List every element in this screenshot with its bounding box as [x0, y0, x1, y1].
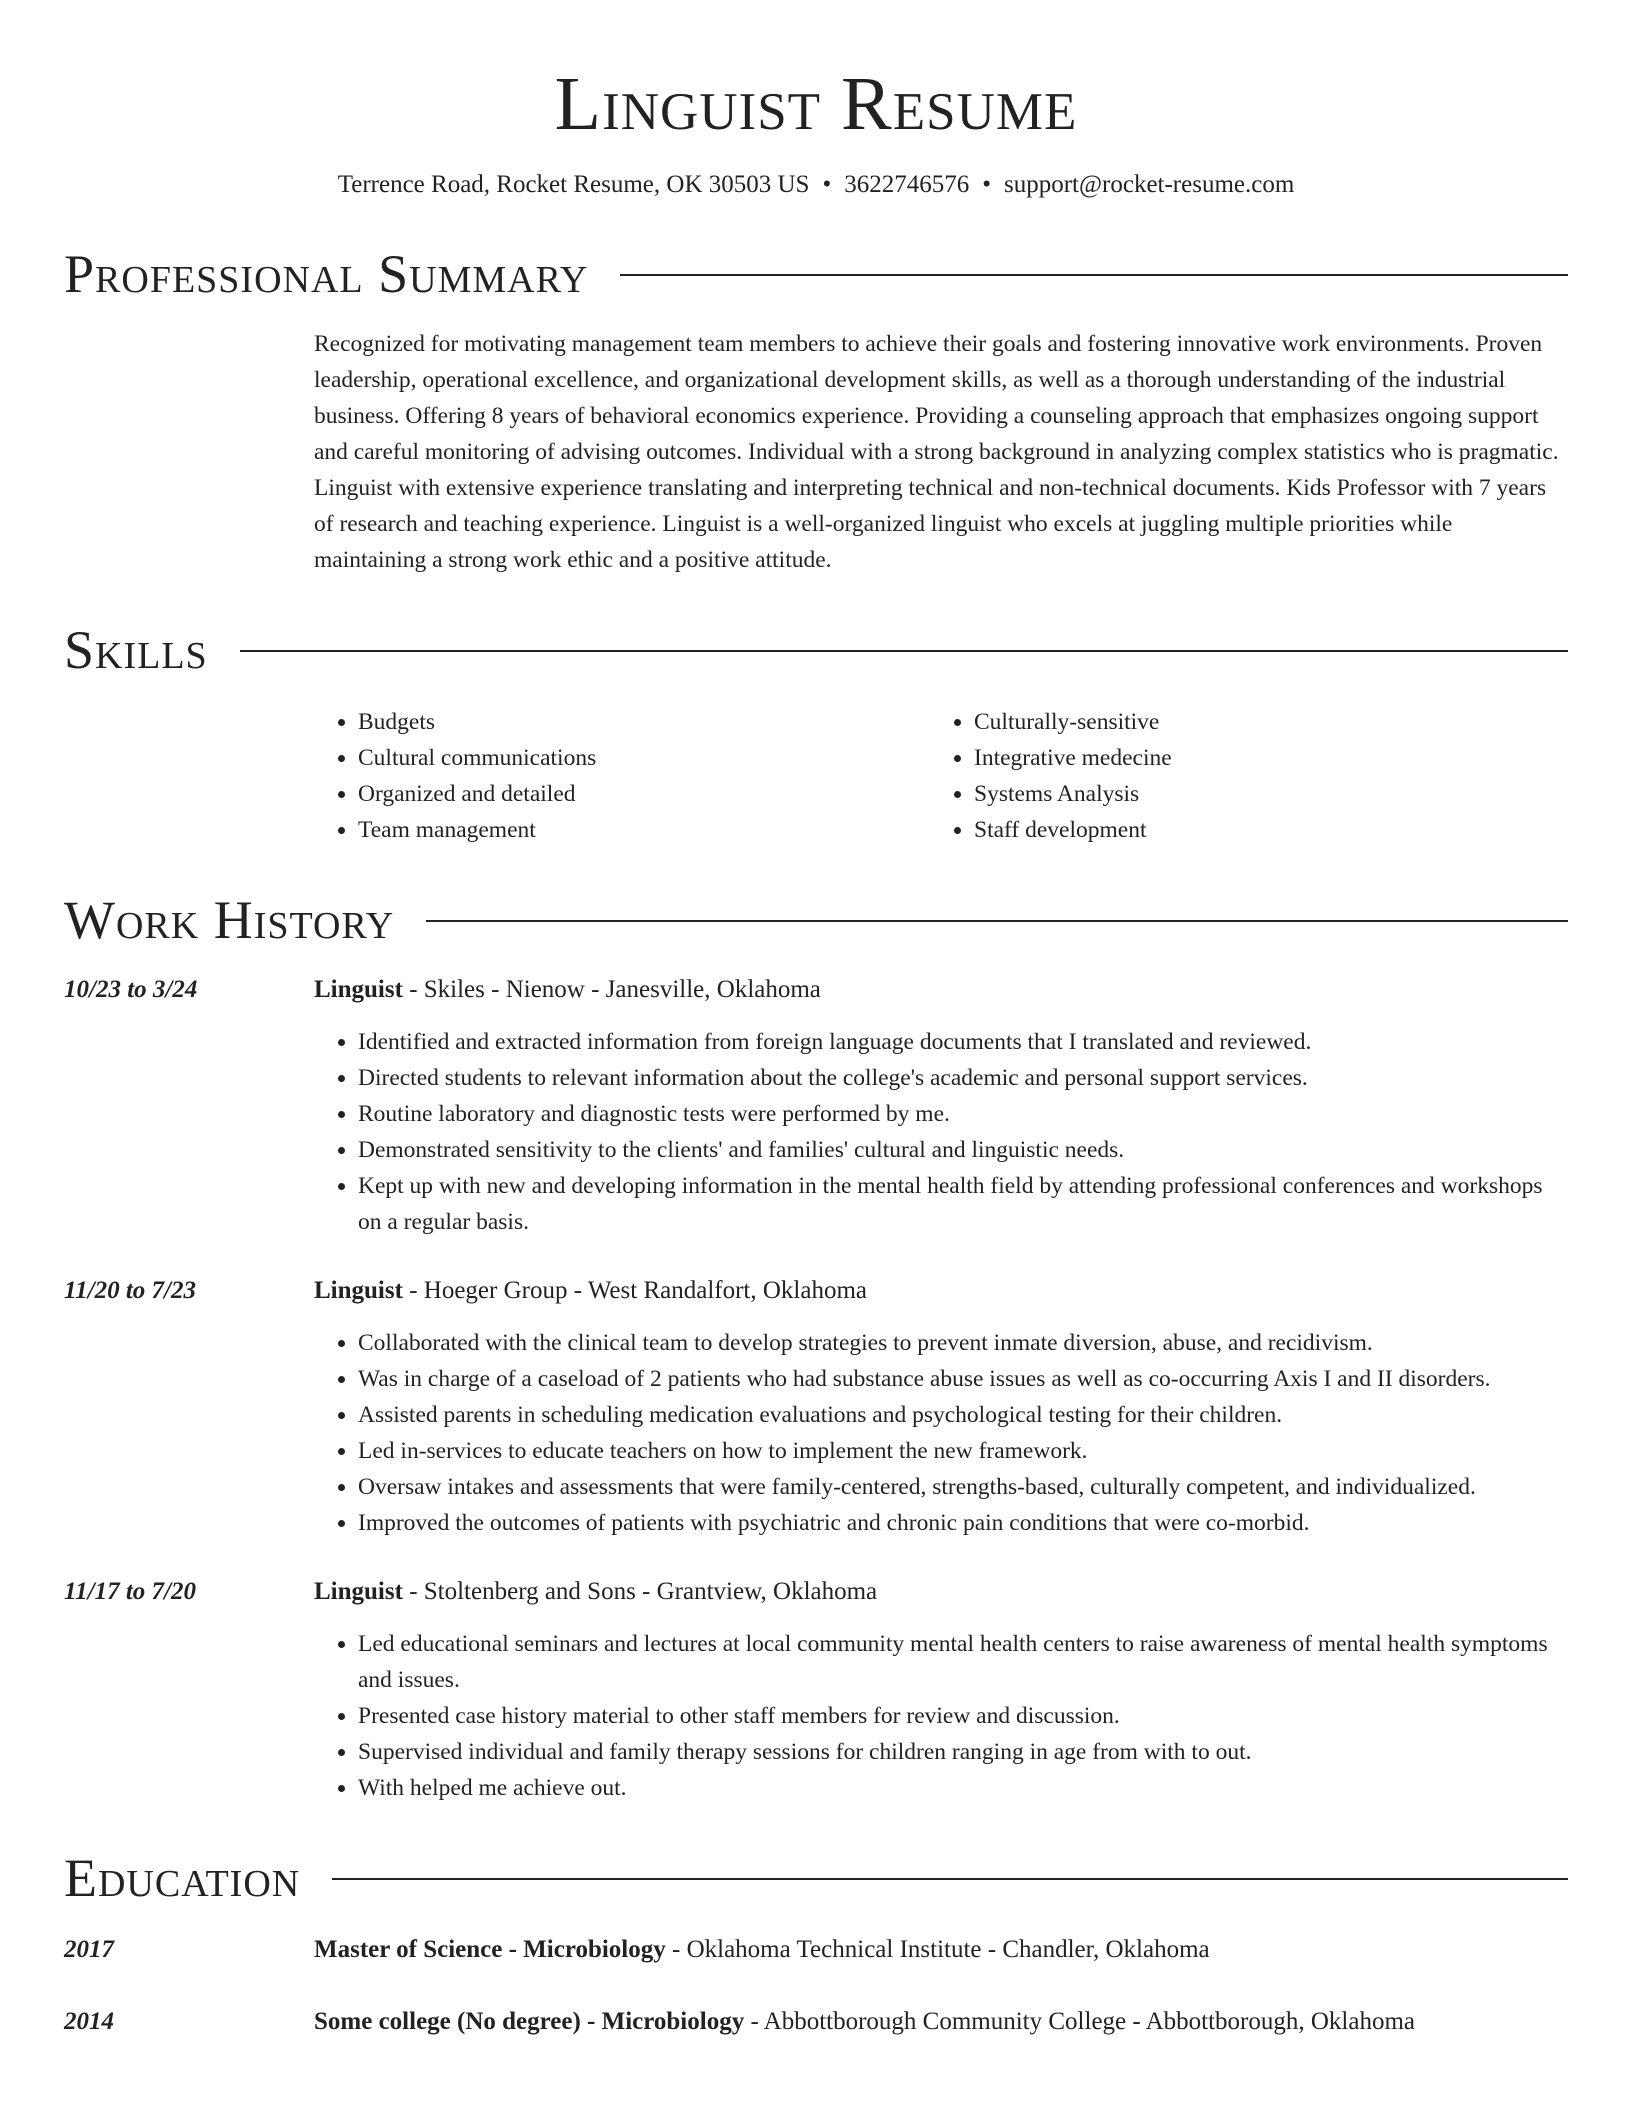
- job-duties: [314, 1626, 1568, 1806]
- skill-item: • Budgets: [358, 704, 930, 740]
- job-entry: [64, 1574, 1568, 1806]
- job-entry: [64, 1273, 1568, 1541]
- job-dates: 11/20 to 7/23: [64, 1277, 196, 1304]
- job-duty: • Presented case history material to other staff members for review and discussion.: [358, 1698, 1568, 1734]
- job-duty: • With helped me achieve out.: [358, 1770, 1568, 1806]
- skills-column-left: [314, 704, 930, 848]
- section-header-skills: [64, 620, 1568, 680]
- education-line: [314, 2004, 1568, 2040]
- skills-column-right: [930, 704, 1546, 848]
- skill-item: • Organized and detailed: [358, 776, 930, 812]
- resume-title: Linguist Resume: [554, 62, 1078, 146]
- education-line: [314, 1932, 1568, 1968]
- contact-phone: 3622746576: [844, 171, 970, 198]
- job-duties: [314, 1325, 1568, 1541]
- job-title-line: [314, 972, 1568, 1008]
- job-entry: [64, 972, 1568, 1240]
- contact-address: Terrence Road, Rocket Resume, OK 30503 US: [337, 171, 810, 198]
- section-header-summary: [64, 244, 1568, 304]
- section-divider: [240, 650, 1568, 652]
- summary-spacer: [64, 326, 314, 578]
- job-duty: • Improved the outcomes of patients with psychiatric and chronic pain conditions that were co-morbid.: [358, 1505, 1568, 1541]
- education-school: - Oklahoma Technical Institute - Chandler, Oklahoma: [665, 1936, 1210, 1963]
- job-title: Linguist: [314, 1578, 403, 1605]
- job-duty: • Oversaw intakes and assessments that were family-centered, strengths-based, culturally competent, and individualized.: [358, 1469, 1568, 1505]
- section-divider: [620, 274, 1568, 276]
- job-duty: • Supervised individual and family therapy sessions for children ranging in age from with to out.: [358, 1734, 1568, 1770]
- job-duty: • Demonstrated sensitivity to the clients' and families' cultural and linguistic needs.: [358, 1132, 1568, 1168]
- education-year: 2017: [64, 1936, 114, 1963]
- job-duty: • Assisted parents in scheduling medication evaluations and psychological testing for their children.: [358, 1397, 1568, 1433]
- resume-page: [64, 0, 1568, 2040]
- job-dates: 10/23 to 3/24: [64, 976, 198, 1003]
- section-header-education: [64, 1848, 1568, 1908]
- skill-item: • Cultural communications: [358, 740, 930, 776]
- section-title-work: Work History: [64, 890, 395, 950]
- job-duty: • Directed students to relevant information about the college's academic and personal support services.: [358, 1060, 1568, 1096]
- education-degree: Some college (No degree) - Microbiology: [314, 2008, 745, 2035]
- summary-text: Recognized for motivating management team members to achieve their goals and fostering innovative work environments. Proven leadership, operational excellence, and organizational development skills, as well as a thorough understanding of the industrial business. Offering 8 years of behavioral economics experience. Providing a counseling approach that emphasizes ongoing support and careful monitoring of advising outcomes. Individual with a strong background in analyzing complex statistics who is pragmatic. Linguist with extensive experience translating and interpreting technical and non-technical documents. Kids Professor with 7 years of research and teaching experience. Linguist is a well-organized linguist who excels at juggling multiple priorities while maintaining a strong work ethic and a positive attitude.: [314, 331, 1559, 573]
- contact-separator: •: [822, 171, 832, 198]
- contact-separator: •: [982, 171, 991, 198]
- section-divider: [332, 1878, 1568, 1880]
- skill-item: • Staff development: [974, 812, 1546, 848]
- skill-item: • Integrative medecine: [974, 740, 1546, 776]
- section-header-work: [64, 890, 1568, 950]
- job-title: Linguist: [314, 976, 403, 1003]
- job-title-line: [314, 1574, 1568, 1610]
- job-duty: • Kept up with new and developing information in the mental health field by attending professional conferences and workshops on a regular basis.: [358, 1168, 1568, 1240]
- job-duty: • Routine laboratory and diagnostic tests were performed by me.: [358, 1096, 1568, 1132]
- job-duty: • Led educational seminars and lectures at local community mental health centers to raise awareness of mental health symptoms and issues.: [358, 1626, 1568, 1698]
- education-entry: [64, 2004, 1568, 2040]
- education-entry: [64, 1932, 1568, 1968]
- skills-row: [64, 680, 1568, 848]
- skills-list: [314, 704, 1568, 848]
- section-title-education: Education: [64, 1848, 301, 1908]
- job-employer: - Stoltenberg and Sons - Grantview, Oklahoma: [402, 1578, 878, 1605]
- job-duty: • Led in-services to educate teachers on how to implement the new framework.: [358, 1433, 1568, 1469]
- contact-email: support@rocket-resume.com: [1004, 171, 1295, 198]
- education-degree: Master of Science - Microbiology: [314, 1936, 666, 1963]
- section-divider: [426, 920, 1568, 922]
- education-school: - Abbottborough Community College - Abbottborough, Oklahoma: [744, 2008, 1415, 2035]
- job-dates: 11/17 to 7/20: [64, 1578, 196, 1605]
- contact-line: [64, 168, 1568, 202]
- job-title-line: [314, 1273, 1568, 1309]
- job-duty: • Collaborated with the clinical team to develop strategies to prevent inmate diversion, abuse, and recidivism.: [358, 1325, 1568, 1361]
- skill-item: • Team management: [358, 812, 930, 848]
- job-duties: [314, 1024, 1568, 1240]
- job-duty: • Identified and extracted information from foreign language documents that I translated and reviewed.: [358, 1024, 1568, 1060]
- skill-item: • Culturally-sensitive: [974, 704, 1546, 740]
- skills-spacer: [64, 680, 314, 848]
- section-title-skills: Skills: [64, 620, 208, 680]
- education-year: 2014: [64, 2008, 114, 2035]
- job-title: Linguist: [314, 1277, 403, 1304]
- section-title-summary: Professional Summary: [64, 244, 589, 304]
- summary-row: [64, 326, 1568, 578]
- job-employer: - Hoeger Group - West Randalfort, Oklahoma: [402, 1277, 867, 1304]
- job-duty: • Was in charge of a caseload of 2 patients who had substance abuse issues as well as co-occurring Axis I and II disorders.: [358, 1361, 1568, 1397]
- skill-item: • Systems Analysis: [974, 776, 1546, 812]
- job-employer: - Skiles - Nienow - Janesville, Oklahoma: [402, 976, 821, 1003]
